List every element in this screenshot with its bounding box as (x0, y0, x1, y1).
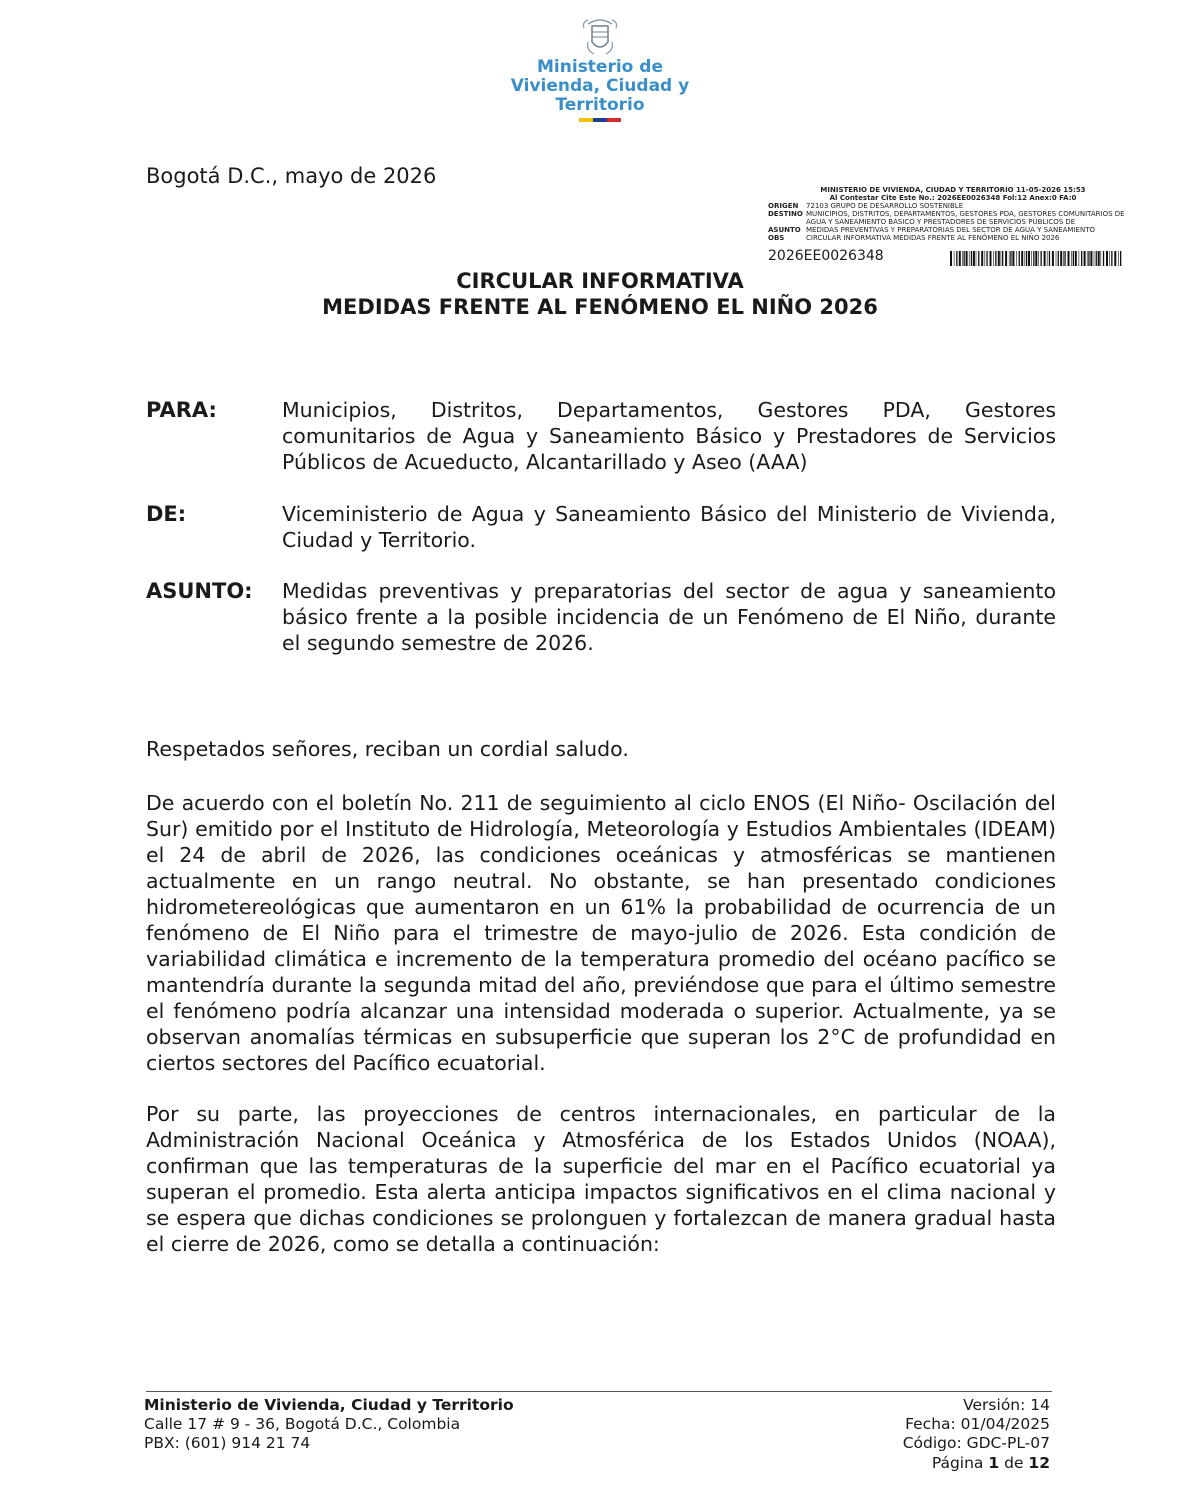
field-asunto (146, 578, 1056, 656)
field-de (146, 501, 1056, 553)
asunto-value: Medidas preventivas y preparatorias del sector de agua y saneamiento básico frente a la posible incidencia de un Fenómeno de El Niño, durante el segundo semestre de 2026. (282, 579, 1056, 655)
footer-divider (146, 1391, 1052, 1392)
stamp-line-1: MINISTERIO DE VIVIENDA, CIUDAD Y TERRITORIO 11-05-2026 15:53 (820, 186, 1086, 194)
place-date: Bogotá D.C., mayo de 2026 (146, 164, 437, 188)
footer-org: Ministerio de Vivienda, Ciudad y Territorio (144, 1396, 514, 1414)
para-label: PARA: (146, 398, 217, 422)
body-paragraph-2: Por su parte, las proyecciones de centros internacionales, en particular de la Administración Nacional Oceánica y Atmosférica de los Estados Unidos (NOAA), confirman que las temperaturas de la superficie del mar en el Pacífico ecuatorial ya superan el promedio. Esta alerta anticipa impactos significativos en el clima nacional y se espera que dichas condiciones se prolonguen y fortalezcan de manera gradual hasta el cierre de 2026, como se detalla a continuación: (146, 1102, 1056, 1256)
footer-version: Versión: 14 (963, 1396, 1050, 1414)
stamp-destino: DESTINO MUNICIPIOS, DISTRITOS, DEPARTAMENTOS, GESTORES PDA, GESTORES COMUNITARIOS DE AGUA Y SANEAMIENTO BÁSICO Y PRESTADORES DE SERVICIOS PÚBLICOS DE (768, 210, 1125, 226)
title-line-1: CIRCULAR INFORMATIVA (456, 269, 744, 293)
para-value: Municipios, Distritos, Departamentos, Gestores PDA, Gestores comunitarios de Agua y Saneamiento Básico y Prestadores de Servicios Públicos de Acueducto, Alcantarillado y Aseo (AAA) (282, 398, 1056, 474)
coat-of-arms-icon (580, 14, 620, 58)
footer-contact (144, 1396, 514, 1453)
asunto-label: ASUNTO: (146, 579, 253, 603)
footer-page-number: Página 1 de 12 (931, 1454, 1050, 1472)
stamp-line-2: Al Contestar Cite Este No.: 2026EE0026348 Fol:12 Anex:0 FA:0 (829, 194, 1077, 202)
stamp-asunto: ASUNTO MEDIDAS PREVENTIVAS Y PREPARATORIAS DEL SECTOR DE AGUA Y SANEAMIENTO (768, 226, 1095, 234)
footer-address: Calle 17 # 9 - 36, Bogotá D.C., Colombia (144, 1415, 461, 1433)
title-line-2: MEDIDAS FRENTE AL FENÓMENO EL NIÑO 2026 (322, 295, 878, 319)
ministry-logo (470, 14, 730, 114)
logo-line-1: Ministerio de (537, 57, 663, 77)
logo-line-2: Vivienda, Ciudad y Territorio (510, 76, 690, 115)
barcode-icon (950, 251, 1124, 266)
stamp-origen: ORIGEN 72103 GRUPO DE DESARROLLO SOSTENIBLE (768, 202, 964, 210)
stamp-number: 2026EE0026348 (768, 248, 884, 264)
greeting: Respetados señores, reciban un cordial saludo. (146, 737, 629, 761)
filing-stamp (768, 186, 1138, 242)
footer-fecha: Fecha: 01/04/2025 (905, 1415, 1050, 1433)
stamp-obs: OBS CIRCULAR INFORMATIVA MEDIDAS FRENTE AL FENÓMENO EL NIÑO 2026 (768, 234, 1060, 242)
footer-phone: PBX: (601) 914 21 74 (144, 1434, 311, 1452)
footer-codigo: Código: GDC-PL-07 (902, 1434, 1050, 1452)
field-para (146, 397, 1056, 475)
de-label: DE: (146, 502, 187, 526)
de-value: Viceministerio de Agua y Saneamiento Básico del Ministerio de Vivienda, Ciudad y Territorio. (282, 502, 1056, 552)
footer-doc-info (903, 1396, 1050, 1473)
body-paragraph-1: De acuerdo con el boletín No. 211 de seguimiento al ciclo ENOS (El Niño- Oscilación del Sur) emitido por el Instituto de Hidrología, Meteorología y Estudios Ambientales (IDEAM) el 24 de abril de 2026, las condiciones oceánicas y atmosféricas se mantienen actualmente en un rango neutral. No obstante, se han presentado condiciones hidrometereológicas que aumentaron en un 61% la probabilidad de ocurrencia de un fenómeno de El Niño para el trimestre de mayo-julio de 2026. Esta condición de variabilidad climática e incremento de la temperatura promedio del océano pacífico se mantendría durante la segunda mitad del año, previéndose que para el último semestre el fenómeno podría alcanzar una intensidad moderada o superior. Actualmente, ya se observan anomalías térmicas en subsuperficie que superan los 2°C de profundidad en ciertos sectores del Pacífico ecuatorial. (146, 791, 1056, 1075)
colombia-flag-stripe (579, 118, 621, 122)
